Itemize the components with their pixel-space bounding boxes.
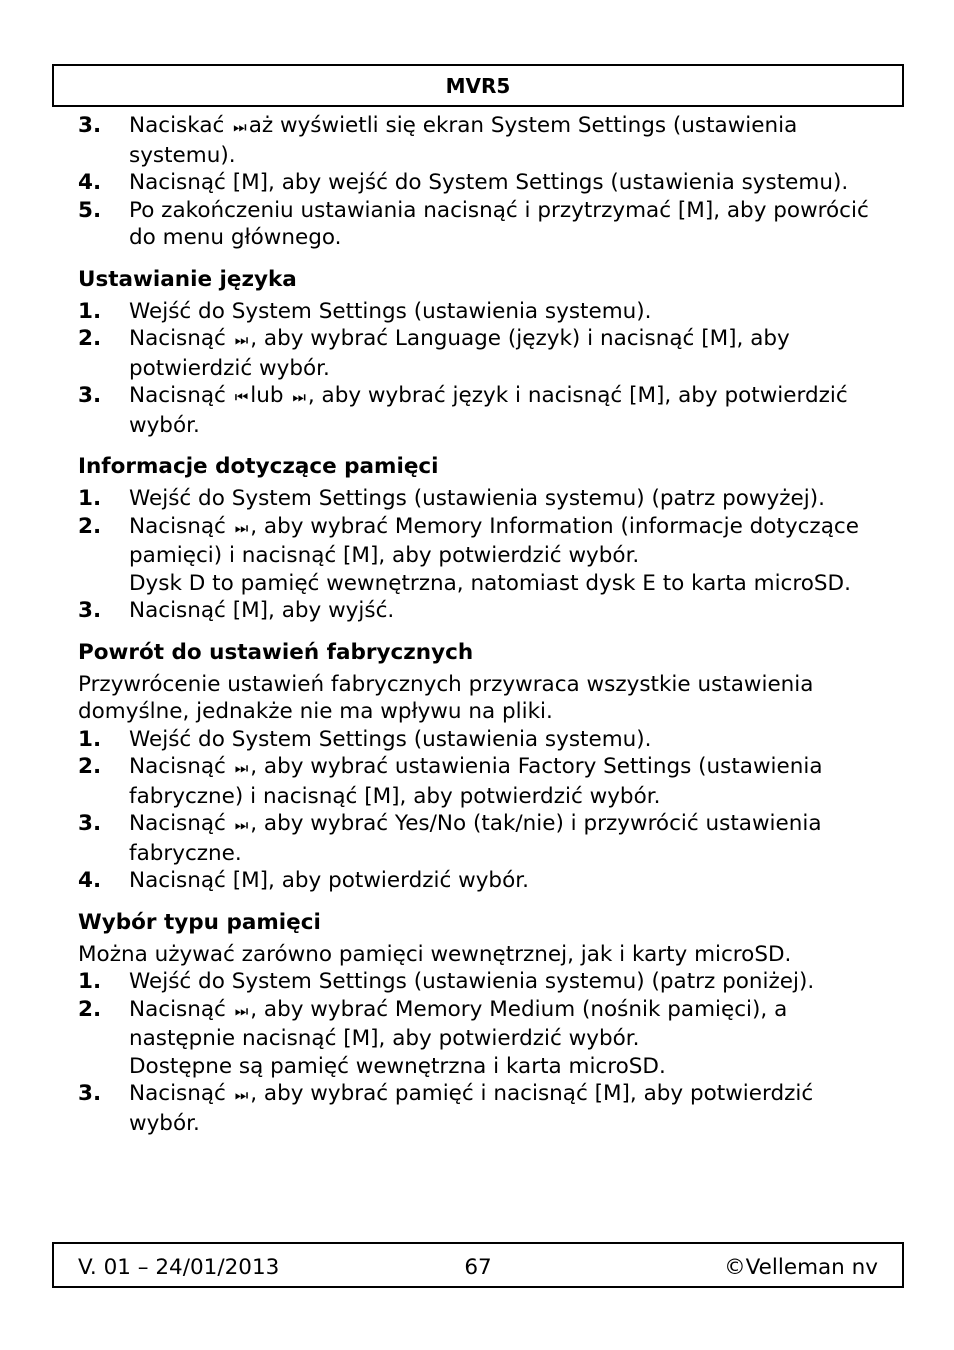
item-number: 2.	[78, 754, 102, 779]
item-text: , aby wybrać ustawienia Factory Settings (ustawienia fabryczne) i nacisnąć [M], aby potwierdzić wybór.	[129, 754, 823, 809]
item-text: , aby wybrać Language (język) i nacisnąć [M], aby potwierdzić wybór.	[129, 326, 790, 381]
item-text: Nacisnąć	[129, 513, 226, 539]
item-number: 3.	[78, 383, 102, 408]
item-text: , aby wybrać Memory Information (informacje dotyczące pamięci) i nacisnąć [M], aby potwierdzić wybór.	[129, 513, 859, 568]
footer-version: V. 01 – 24/01/2013	[78, 1255, 280, 1280]
section-heading: Powrót do ustawień fabrycznych	[78, 639, 474, 665]
item-number: 3.	[78, 113, 102, 138]
page-content	[78, 112, 878, 1137]
item-number: 4.	[78, 868, 102, 893]
list-item	[78, 325, 878, 382]
list-item	[78, 753, 878, 810]
item-number: 2.	[78, 996, 102, 1022]
header-title: MVR5	[445, 74, 511, 98]
list-item	[78, 197, 878, 252]
list-item	[78, 513, 878, 598]
next-track-icon: ⏭	[234, 1001, 246, 1020]
item-note: Dysk D to pamięć wewnętrzna, natomiast dysk E to karta microSD.	[129, 570, 851, 596]
item-number: 2.	[78, 326, 102, 351]
list-item	[78, 968, 878, 996]
section-heading: Informacje dotyczące pamięci	[78, 454, 439, 479]
item-text: Nacisnąć	[129, 1081, 226, 1106]
section-heading: Wybór typu pamięci	[78, 909, 321, 935]
next-track-icon: ⏭	[292, 388, 303, 406]
next-track-icon: ⏭	[234, 518, 246, 537]
next-track-icon: ⏭	[234, 816, 246, 834]
item-text: Wejść do System Settings (ustawienia systemu).	[129, 726, 652, 752]
item-text: Wejść do System Settings (ustawienia systemu).	[129, 298, 652, 324]
list-item	[78, 298, 878, 326]
item-number: 1.	[78, 726, 102, 752]
list-item	[78, 112, 878, 169]
next-track-icon: ⏭	[234, 1086, 246, 1104]
item-text: Wejść do System Settings (ustawienia systemu) (patrz powyżej).	[129, 486, 825, 511]
list-item	[78, 726, 878, 754]
list-item	[78, 485, 878, 513]
next-track-icon: ⏭	[234, 759, 246, 777]
item-text: , aby wybrać Memory Medium (nośnik pamięci), a następnie nacisnąć [M], aby potwierdzić wybór.	[129, 996, 788, 1051]
footer-copyright: ©Velleman nv	[724, 1255, 878, 1280]
item-number: 4.	[78, 170, 102, 195]
page-header	[52, 64, 904, 107]
section-intro: Można używać zarówno pamięci wewnętrznej, jak i karty microSD.	[78, 941, 792, 967]
item-text: lub	[250, 383, 284, 408]
item-number: 3.	[78, 598, 102, 623]
item-text: Nacisnąć	[129, 383, 226, 408]
list-item	[78, 867, 878, 895]
next-track-icon: ⏭	[234, 331, 246, 349]
item-text: Nacisnąć [M], aby wejść do System Settings (ustawienia systemu).	[129, 170, 849, 195]
footer-page-number: 67	[464, 1255, 492, 1280]
previous-track-icon: ⏮	[234, 388, 246, 406]
next-track-icon: ⏭	[233, 118, 244, 136]
item-text: Naciskać	[129, 113, 225, 138]
list-item	[78, 597, 878, 625]
item-text: , aby wybrać język i nacisnąć [M], aby potwierdzić wybór.	[129, 383, 848, 438]
item-text: , aby wybrać Yes/No (tak/nie) i przywrócić ustawienia fabryczne.	[129, 811, 822, 866]
item-text: Nacisnąć	[129, 811, 226, 836]
item-text: Nacisnąć	[129, 996, 226, 1022]
page-footer	[52, 1242, 904, 1288]
item-number: 3.	[78, 1081, 102, 1106]
section-heading: Ustawianie języka	[78, 266, 297, 292]
item-text: Wejść do System Settings (ustawienia systemu) (patrz poniżej).	[129, 969, 815, 994]
list-item	[78, 169, 878, 197]
item-number: 2.	[78, 513, 102, 539]
list-item	[78, 1080, 878, 1137]
list-item	[78, 382, 878, 439]
item-number: 1.	[78, 298, 102, 324]
list-item	[78, 810, 878, 867]
item-number: 1.	[78, 969, 102, 994]
item-text: Nacisnąć [M], aby potwierdzić wybór.	[129, 868, 529, 893]
item-number: 3.	[78, 811, 102, 836]
item-text: aż wyświetli się ekran System Settings (ustawienia systemu).	[129, 113, 798, 168]
item-note: Dostępne są pamięć wewnętrzna i karta microSD.	[129, 1053, 666, 1079]
item-number: 5.	[78, 197, 102, 223]
list-item	[78, 996, 878, 1081]
item-text: Po zakończeniu ustawiania nacisnąć i przytrzymać [M], aby powrócić do menu głównego.	[129, 197, 869, 250]
item-number: 1.	[78, 486, 102, 511]
item-text: Nacisnąć [M], aby wyjść.	[129, 598, 395, 623]
item-text: , aby wybrać pamięć i nacisnąć [M], aby potwierdzić wybór.	[129, 1081, 814, 1136]
section-intro: Przywrócenie ustawień fabrycznych przywraca wszystkie ustawienia domyślne, jednakże nie ma wpływu na pliki.	[78, 671, 814, 724]
item-text: Nacisnąć	[129, 754, 226, 779]
item-text: Nacisnąć	[129, 326, 226, 351]
